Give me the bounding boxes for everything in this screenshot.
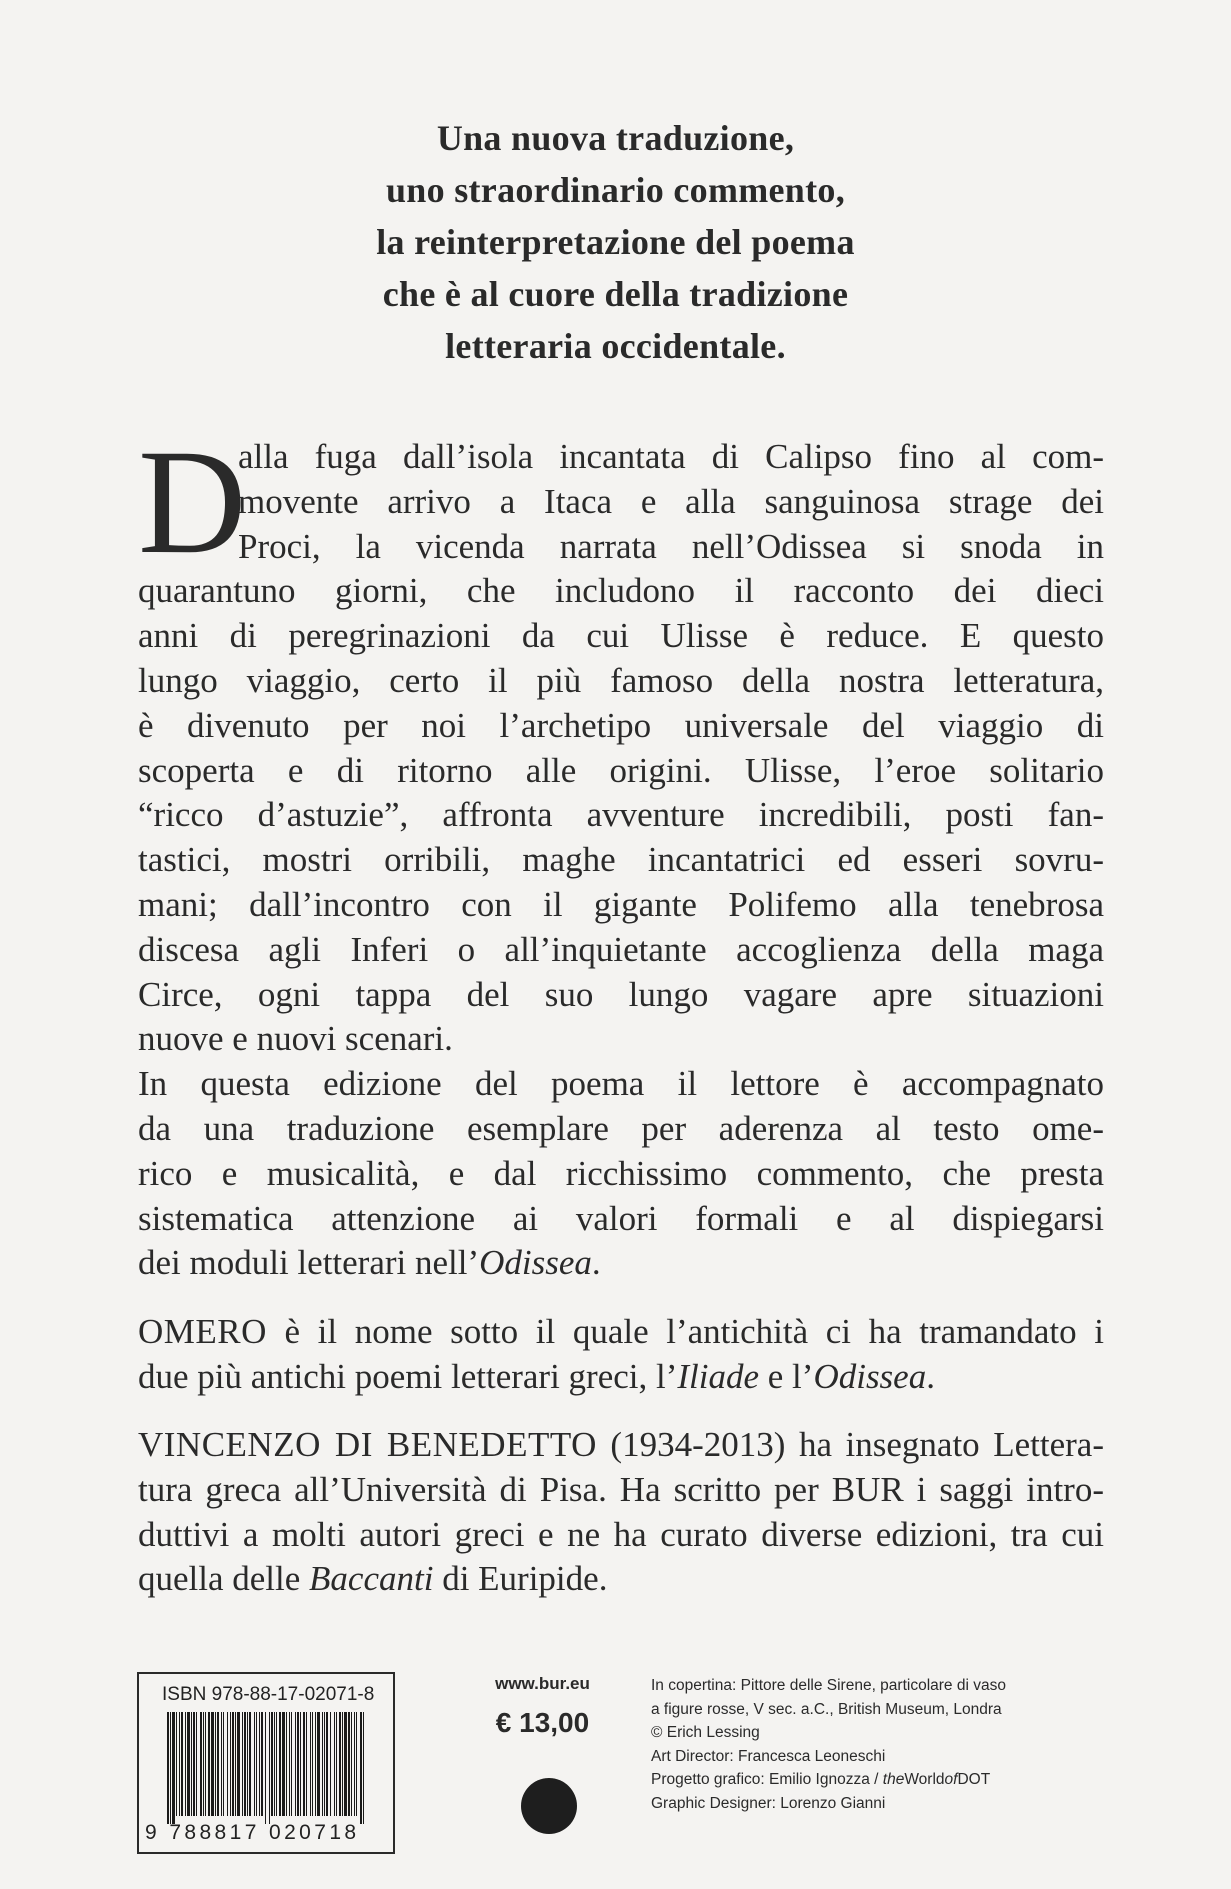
barcode-bar [326, 1712, 328, 1816]
isbn-digits: 9 788817 020718 [145, 1821, 360, 1844]
barcode-bar [312, 1712, 313, 1816]
bio-line [138, 1423, 1104, 1468]
italic-title: Baccanti [309, 1559, 434, 1599]
text-run: e l’ [759, 1356, 814, 1396]
barcode-bar [223, 1712, 224, 1816]
drop-cap: D [138, 419, 247, 585]
credits [651, 1674, 1006, 1815]
barcode-bar [200, 1712, 202, 1816]
barcode-bar [363, 1712, 364, 1824]
barcode-bar [215, 1712, 216, 1816]
description-line: Circe, ogni tappa del suo lungo vagare apre situazioni [138, 974, 1104, 1014]
barcode-bar [244, 1712, 246, 1816]
credit-line: Art Director: Francesca Leoneschi [651, 1747, 886, 1765]
barcode-bar [306, 1712, 307, 1816]
tagline-line: la reinterpretazione del poema [376, 222, 855, 262]
barcode-bar [256, 1712, 257, 1816]
barcode-bar [315, 1712, 316, 1816]
text-run: (1934-2013) ha insegnato Lettera- [596, 1425, 1104, 1464]
barcode-bar [203, 1712, 204, 1816]
isbn-label: ISBN 978-88-17-02071-8 [162, 1684, 375, 1705]
description-line: nuove e nuovi scenari. [138, 1019, 453, 1059]
barcode-bar [339, 1712, 341, 1816]
description-line: In questa edizione del poema il lettore è accompagnato [138, 1064, 1104, 1104]
publisher-logo-dot [521, 1778, 577, 1834]
barcode-bar [276, 1712, 277, 1816]
credit-line: In copertina: Pittore delle Sirene, particolare di vaso [651, 1677, 1006, 1694]
bio-line [138, 1557, 1104, 1602]
description-line: scoperta e di ritorno alle origini. Ulisse, l’eroe solitario [138, 750, 1104, 790]
studio-of: of [944, 1771, 958, 1788]
barcode-bar [208, 1712, 210, 1816]
description-line: discesa agli Inferi o all’inquietante accoglienza della maga [138, 929, 1104, 969]
author-name: OMERO [138, 1312, 267, 1351]
credit-line: a figure rosse, V sec. a.C., British Museum, Londra [651, 1700, 1002, 1718]
barcode-bar [297, 1712, 299, 1816]
barcode-bar [286, 1712, 287, 1816]
bio-line [138, 1355, 1104, 1400]
studio-dot: DOT [957, 1771, 991, 1788]
barcode-bar [282, 1712, 285, 1816]
text-run: quella delle [138, 1559, 310, 1599]
bio-line [138, 1310, 1104, 1355]
description-line: rico e musicalità, e dal ricchissimo commento, che presta [138, 1153, 1104, 1193]
barcode-bar [261, 1712, 263, 1816]
barcode-bar [191, 1712, 192, 1816]
tagline-line: uno straordinario commento, [385, 170, 846, 210]
description-line: lungo viaggio, certo il più famoso della nostra letteratura, [138, 660, 1104, 700]
barcode-bar [211, 1712, 214, 1816]
barcode-bar [310, 1712, 311, 1816]
text-run: di Euripide. [433, 1559, 608, 1599]
barcode-bar [348, 1712, 350, 1816]
price: € 13,00 [495, 1707, 590, 1738]
barcode-bar [170, 1712, 171, 1824]
barcode-bar [271, 1712, 273, 1816]
barcode-bar [237, 1712, 240, 1816]
tagline [0, 112, 1231, 372]
studio-the: the [882, 1771, 905, 1788]
description-line: mani; dall’incontro con il gigante Polifemo alla tenebrosa [138, 884, 1104, 924]
barcode-bar [336, 1712, 337, 1816]
italic-title: Odissea [813, 1356, 927, 1396]
barcode-bar [265, 1712, 266, 1824]
barcode-bar [172, 1712, 175, 1824]
text-run: dei moduli letterari nell’ [138, 1243, 480, 1283]
barcode-bar [217, 1712, 219, 1816]
barcode-bar [205, 1712, 206, 1816]
tagline-line: letteraria occidentale. [445, 326, 786, 366]
barcode-bar [230, 1712, 231, 1816]
barcode-bar [354, 1712, 355, 1816]
text-run: Progetto grafico: Emilio Ignozza / [651, 1771, 883, 1788]
barcode-bar [179, 1712, 180, 1816]
translator-name: VINCENZO DI BENEDETTO [138, 1425, 597, 1464]
bio-line: tura greca all’Università di Pisa. Ha scritto per BUR i saggi intro- [138, 1469, 1104, 1509]
barcode-bar [193, 1712, 195, 1816]
barcode-bar [322, 1712, 323, 1816]
description-line: Proci, la vicenda narrata nell’Odissea si snoda in [238, 526, 1104, 566]
description-last-line [138, 1241, 1104, 1286]
description-line: tastici, mostri orribili, maghe incantatrici ed esseri sovru- [138, 840, 1104, 880]
barcode-bar [279, 1712, 281, 1816]
description-line: alla fuga dall’isola incantata di Calipso fino al com- [238, 437, 1104, 476]
barcode-bar [334, 1712, 335, 1816]
barcode-bar [185, 1712, 186, 1816]
tagline-line: che è al cuore della tradizione [382, 274, 849, 314]
barcode-bar [291, 1712, 292, 1816]
description-line: anni di peregrinazioni da cui Ulisse è reduce. E questo [138, 616, 1104, 656]
barcode-bar [176, 1712, 177, 1816]
italic-title: Iliade [677, 1356, 760, 1396]
description-line: da una traduzione esemplare per aderenza al testo ome- [138, 1108, 1104, 1148]
barcode-bar [274, 1712, 275, 1816]
barcode-bar [317, 1712, 320, 1816]
barcode-bar [259, 1712, 260, 1816]
barcode-bar [300, 1712, 301, 1816]
barcode-bar [324, 1712, 325, 1816]
barcode-bar [356, 1712, 357, 1816]
description-line: quarantuno giorni, che includono il racconto dei dieci [138, 571, 1104, 611]
description-line: “ricco d’astuzie”, affronta avventure incredibili, posti fan- [138, 795, 1104, 835]
barcode-bar [227, 1712, 228, 1816]
translator-bio [138, 1423, 1104, 1602]
barcode-bar [269, 1712, 270, 1824]
barcode-bar [303, 1712, 305, 1816]
barcode-bar [235, 1712, 236, 1816]
barcode-bar [289, 1712, 290, 1816]
text-run: è il nome sotto il quale l’antichità ci ha tramandato i [266, 1312, 1104, 1351]
barcode-bar [344, 1712, 347, 1816]
studio-world: World [904, 1771, 945, 1788]
barcode-bar [187, 1712, 190, 1816]
description-line: movente arrivo a Itaca e alla sanguinosa strage dei [238, 481, 1104, 521]
barcode-bar [249, 1712, 251, 1816]
credit-line: © Erich Lessing [651, 1724, 760, 1741]
barcode-bar [221, 1712, 222, 1816]
author-bio [138, 1310, 1104, 1400]
barcode-bar [242, 1712, 243, 1816]
publisher-website: www.bur.eu [495, 1674, 590, 1693]
tagline-line: Una nuova traduzione, [436, 118, 795, 158]
text-run: . [591, 1243, 601, 1283]
text-run: due più antichi poemi letterari greci, l’ [138, 1356, 678, 1396]
barcode-bar [342, 1712, 343, 1816]
italic-title: Odissea [479, 1243, 592, 1283]
barcode-bar [232, 1712, 234, 1816]
barcode-bar [181, 1712, 183, 1816]
barcode-bar [351, 1712, 352, 1816]
barcode-bar [254, 1712, 255, 1816]
credit-line: Graphic Designer: Lorenzo Gianni [651, 1794, 886, 1812]
barcode-bar [247, 1712, 248, 1816]
barcode-bar [330, 1712, 331, 1816]
barcode-bar [295, 1712, 296, 1816]
bio-line: duttivi a molti autori greci e ne ha curato diverse edizioni, tra cui [138, 1514, 1104, 1554]
isbn-barcode-box [137, 1672, 395, 1854]
text-run: . [926, 1356, 935, 1396]
barcode-bar [196, 1712, 197, 1816]
barcode-bar [360, 1712, 362, 1824]
description-line: sistematica attenzione ai valori formali e al dispiegarsi [138, 1198, 1104, 1238]
description [138, 419, 1104, 1286]
barcode-bar [167, 1712, 169, 1824]
description-line: è divenuto per noi l’archetipo universale del viaggio di [138, 705, 1104, 745]
barcode-image [167, 1712, 367, 1824]
credit-line [651, 1768, 1006, 1792]
